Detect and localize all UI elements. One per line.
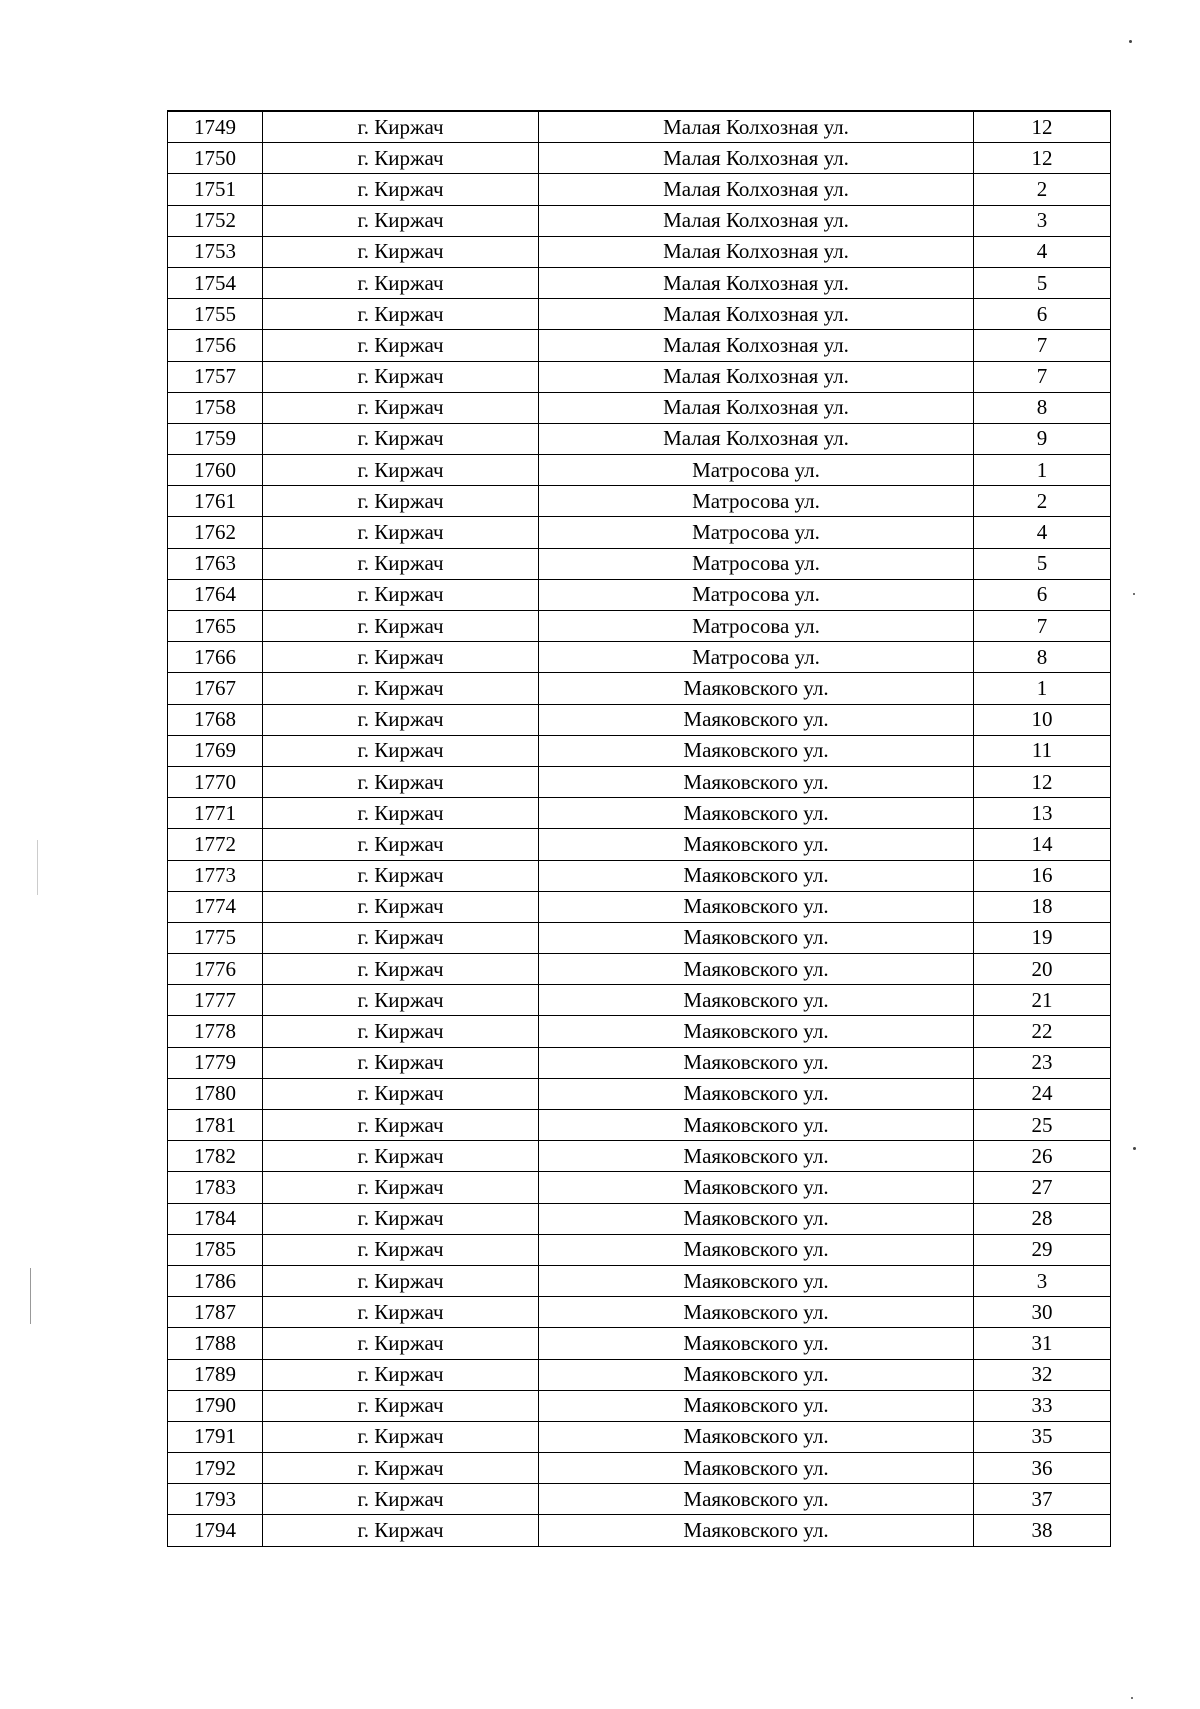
table-row [168,829,1111,860]
city-cell: г. Киржач [263,111,539,143]
record-number-cell: 1766 [168,642,263,673]
street-cell: Маяковского ул. [539,954,974,985]
record-number-cell: 1785 [168,1234,263,1265]
record-number-cell: 1754 [168,267,263,298]
record-number-cell: 1751 [168,174,263,205]
record-number-cell: 1792 [168,1453,263,1484]
table-row [168,486,1111,517]
house-number-cell: 1 [974,455,1111,486]
street-cell: Матросова ул. [539,642,974,673]
street-cell: Маяковского ул. [539,1172,974,1203]
table-row [168,1297,1111,1328]
table-row [168,174,1111,205]
table-row [168,1390,1111,1421]
house-number-cell: 7 [974,361,1111,392]
house-number-cell: 8 [974,642,1111,673]
city-cell: г. Киржач [263,954,539,985]
city-cell: г. Киржач [263,1234,539,1265]
house-number-cell: 27 [974,1172,1111,1203]
record-number-cell: 1772 [168,829,263,860]
table-row [168,1234,1111,1265]
city-cell: г. Киржач [263,517,539,548]
city-cell: г. Киржач [263,735,539,766]
street-cell: Малая Колхозная ул. [539,143,974,174]
city-cell: г. Киржач [263,174,539,205]
record-number-cell: 1763 [168,548,263,579]
street-cell: Маяковского ул. [539,735,974,766]
table-row [168,642,1111,673]
record-number-cell: 1764 [168,579,263,610]
street-cell: Маяковского ул. [539,766,974,797]
street-cell: Маяковского ул. [539,1141,974,1172]
record-number-cell: 1787 [168,1297,263,1328]
table-row [168,891,1111,922]
city-cell: г. Киржач [263,891,539,922]
table-row [168,1265,1111,1296]
city-cell: г. Киржач [263,922,539,953]
city-cell: г. Киржач [263,1016,539,1047]
house-number-cell: 29 [974,1234,1111,1265]
record-number-cell: 1776 [168,954,263,985]
record-number-cell: 1794 [168,1515,263,1546]
city-cell: г. Киржач [263,548,539,579]
record-number-cell: 1784 [168,1203,263,1234]
house-number-cell: 20 [974,954,1111,985]
street-cell: Маяковского ул. [539,798,974,829]
record-number-cell: 1774 [168,891,263,922]
street-cell: Малая Колхозная ул. [539,111,974,143]
house-number-cell: 30 [974,1297,1111,1328]
record-number-cell: 1768 [168,704,263,735]
record-number-cell: 1755 [168,299,263,330]
street-cell: Маяковского ул. [539,891,974,922]
street-cell: Маяковского ул. [539,1390,974,1421]
table-row [168,299,1111,330]
scan-speck [1129,40,1132,43]
city-cell: г. Киржач [263,1359,539,1390]
city-cell: г. Киржач [263,1453,539,1484]
table-row [168,517,1111,548]
record-number-cell: 1786 [168,1265,263,1296]
table-row [168,236,1111,267]
record-number-cell: 1778 [168,1016,263,1047]
table-row [168,1110,1111,1141]
table-row [168,766,1111,797]
table-row [168,423,1111,454]
record-number-cell: 1773 [168,860,263,891]
street-cell: Матросова ул. [539,548,974,579]
street-cell: Маяковского ул. [539,1515,974,1546]
house-number-cell: 7 [974,330,1111,361]
street-cell: Маяковского ул. [539,922,974,953]
record-number-cell: 1770 [168,766,263,797]
street-cell: Маяковского ул. [539,1234,974,1265]
record-number-cell: 1752 [168,205,263,236]
scan-speck [1133,1147,1136,1150]
street-cell: Маяковского ул. [539,1453,974,1484]
house-number-cell: 28 [974,1203,1111,1234]
table-row [168,735,1111,766]
house-number-cell: 36 [974,1453,1111,1484]
table-row [168,267,1111,298]
street-cell: Маяковского ул. [539,1078,974,1109]
record-number-cell: 1760 [168,455,263,486]
house-number-cell: 3 [974,205,1111,236]
table-row [168,1047,1111,1078]
city-cell: г. Киржач [263,267,539,298]
house-number-cell: 6 [974,299,1111,330]
city-cell: г. Киржач [263,1110,539,1141]
scan-speck [1131,1697,1133,1699]
table-row [168,361,1111,392]
city-cell: г. Киржач [263,1328,539,1359]
table-row [168,1016,1111,1047]
record-number-cell: 1762 [168,517,263,548]
record-number-cell: 1753 [168,236,263,267]
city-cell: г. Киржач [263,143,539,174]
record-number-cell: 1765 [168,611,263,642]
street-cell: Матросова ул. [539,455,974,486]
record-number-cell: 1793 [168,1484,263,1515]
record-number-cell: 1788 [168,1328,263,1359]
table-row [168,704,1111,735]
street-cell: Малая Колхозная ул. [539,392,974,423]
record-number-cell: 1782 [168,1141,263,1172]
table-row [168,111,1111,143]
record-number-cell: 1761 [168,486,263,517]
record-number-cell: 1780 [168,1078,263,1109]
street-cell: Маяковского ул. [539,1110,974,1141]
house-number-cell: 13 [974,798,1111,829]
street-cell: Малая Колхозная ул. [539,205,974,236]
record-number-cell: 1756 [168,330,263,361]
house-number-cell: 5 [974,267,1111,298]
city-cell: г. Киржач [263,299,539,330]
house-number-cell: 2 [974,174,1111,205]
house-number-cell: 10 [974,704,1111,735]
table-row [168,922,1111,953]
house-number-cell: 12 [974,766,1111,797]
house-number-cell: 23 [974,1047,1111,1078]
house-number-cell: 5 [974,548,1111,579]
table-row [168,579,1111,610]
table-row [168,205,1111,236]
house-number-cell: 24 [974,1078,1111,1109]
house-number-cell: 6 [974,579,1111,610]
city-cell: г. Киржач [263,673,539,704]
city-cell: г. Киржач [263,704,539,735]
record-number-cell: 1757 [168,361,263,392]
street-cell: Малая Колхозная ул. [539,236,974,267]
street-cell: Матросова ул. [539,486,974,517]
table-row [168,1453,1111,1484]
street-cell: Маяковского ул. [539,704,974,735]
city-cell: г. Киржач [263,766,539,797]
city-cell: г. Киржач [263,1484,539,1515]
city-cell: г. Киржач [263,985,539,1016]
house-number-cell: 21 [974,985,1111,1016]
scan-speck [1133,593,1135,595]
table-row [168,673,1111,704]
house-number-cell: 1 [974,673,1111,704]
street-cell: Малая Колхозная ул. [539,299,974,330]
city-cell: г. Киржач [263,1047,539,1078]
street-cell: Маяковского ул. [539,1265,974,1296]
house-number-cell: 32 [974,1359,1111,1390]
street-cell: Маяковского ул. [539,1047,974,1078]
table-row [168,455,1111,486]
table-row [168,1515,1111,1546]
city-cell: г. Киржач [263,1078,539,1109]
street-cell: Малая Колхозная ул. [539,330,974,361]
table-row [168,392,1111,423]
house-number-cell: 4 [974,517,1111,548]
street-cell: Малая Колхозная ул. [539,423,974,454]
city-cell: г. Киржач [263,455,539,486]
table-row [168,548,1111,579]
record-number-cell: 1790 [168,1390,263,1421]
record-number-cell: 1758 [168,392,263,423]
city-cell: г. Киржач [263,330,539,361]
record-number-cell: 1771 [168,798,263,829]
street-cell: Маяковского ул. [539,1421,974,1452]
street-cell: Маяковского ул. [539,1328,974,1359]
house-number-cell: 3 [974,1265,1111,1296]
city-cell: г. Киржач [263,486,539,517]
street-cell: Маяковского ул. [539,1359,974,1390]
address-table [167,110,1111,1547]
record-number-cell: 1750 [168,143,263,174]
record-number-cell: 1783 [168,1172,263,1203]
street-cell: Маяковского ул. [539,1016,974,1047]
table-row [168,1172,1111,1203]
table-row [168,860,1111,891]
record-number-cell: 1779 [168,1047,263,1078]
scan-edge-mark [30,1268,31,1324]
table-row [168,330,1111,361]
table-row [168,611,1111,642]
table-row [168,1078,1111,1109]
house-number-cell: 8 [974,392,1111,423]
street-cell: Маяковского ул. [539,1484,974,1515]
house-number-cell: 25 [974,1110,1111,1141]
street-cell: Маяковского ул. [539,673,974,704]
table-row [168,1141,1111,1172]
house-number-cell: 38 [974,1515,1111,1546]
street-cell: Малая Колхозная ул. [539,267,974,298]
house-number-cell: 22 [974,1016,1111,1047]
house-number-cell: 31 [974,1328,1111,1359]
street-cell: Маяковского ул. [539,860,974,891]
house-number-cell: 2 [974,486,1111,517]
house-number-cell: 35 [974,1421,1111,1452]
house-number-cell: 9 [974,423,1111,454]
record-number-cell: 1789 [168,1359,263,1390]
record-number-cell: 1767 [168,673,263,704]
city-cell: г. Киржач [263,1390,539,1421]
city-cell: г. Киржач [263,423,539,454]
street-cell: Маяковского ул. [539,1203,974,1234]
house-number-cell: 12 [974,111,1111,143]
address-table-body [168,111,1111,1546]
table-row [168,954,1111,985]
city-cell: г. Киржач [263,1172,539,1203]
table-row [168,1484,1111,1515]
city-cell: г. Киржач [263,205,539,236]
street-cell: Маяковского ул. [539,829,974,860]
record-number-cell: 1775 [168,922,263,953]
house-number-cell: 18 [974,891,1111,922]
street-cell: Малая Колхозная ул. [539,361,974,392]
city-cell: г. Киржач [263,798,539,829]
house-number-cell: 12 [974,143,1111,174]
street-cell: Матросова ул. [539,517,974,548]
house-number-cell: 19 [974,922,1111,953]
house-number-cell: 26 [974,1141,1111,1172]
house-number-cell: 33 [974,1390,1111,1421]
street-cell: Маяковского ул. [539,1297,974,1328]
city-cell: г. Киржач [263,361,539,392]
house-number-cell: 4 [974,236,1111,267]
city-cell: г. Киржач [263,1421,539,1452]
house-number-cell: 14 [974,829,1111,860]
record-number-cell: 1769 [168,735,263,766]
street-cell: Маяковского ул. [539,985,974,1016]
table-row [168,1203,1111,1234]
city-cell: г. Киржач [263,579,539,610]
street-cell: Малая Колхозная ул. [539,174,974,205]
scan-edge-mark [37,840,38,895]
record-number-cell: 1759 [168,423,263,454]
city-cell: г. Киржач [263,611,539,642]
table-row [168,798,1111,829]
city-cell: г. Киржач [263,1203,539,1234]
record-number-cell: 1777 [168,985,263,1016]
street-cell: Матросова ул. [539,611,974,642]
house-number-cell: 7 [974,611,1111,642]
city-cell: г. Киржач [263,392,539,423]
city-cell: г. Киржач [263,236,539,267]
record-number-cell: 1781 [168,1110,263,1141]
record-number-cell: 1791 [168,1421,263,1452]
house-number-cell: 16 [974,860,1111,891]
city-cell: г. Киржач [263,642,539,673]
city-cell: г. Киржач [263,829,539,860]
city-cell: г. Киржач [263,860,539,891]
city-cell: г. Киржач [263,1141,539,1172]
street-cell: Матросова ул. [539,579,974,610]
city-cell: г. Киржач [263,1515,539,1546]
table-row [168,1328,1111,1359]
city-cell: г. Киржач [263,1297,539,1328]
table-row [168,1421,1111,1452]
table-row [168,1359,1111,1390]
table-row [168,143,1111,174]
house-number-cell: 11 [974,735,1111,766]
record-number-cell: 1749 [168,111,263,143]
city-cell: г. Киржач [263,1265,539,1296]
house-number-cell: 37 [974,1484,1111,1515]
table-row [168,985,1111,1016]
